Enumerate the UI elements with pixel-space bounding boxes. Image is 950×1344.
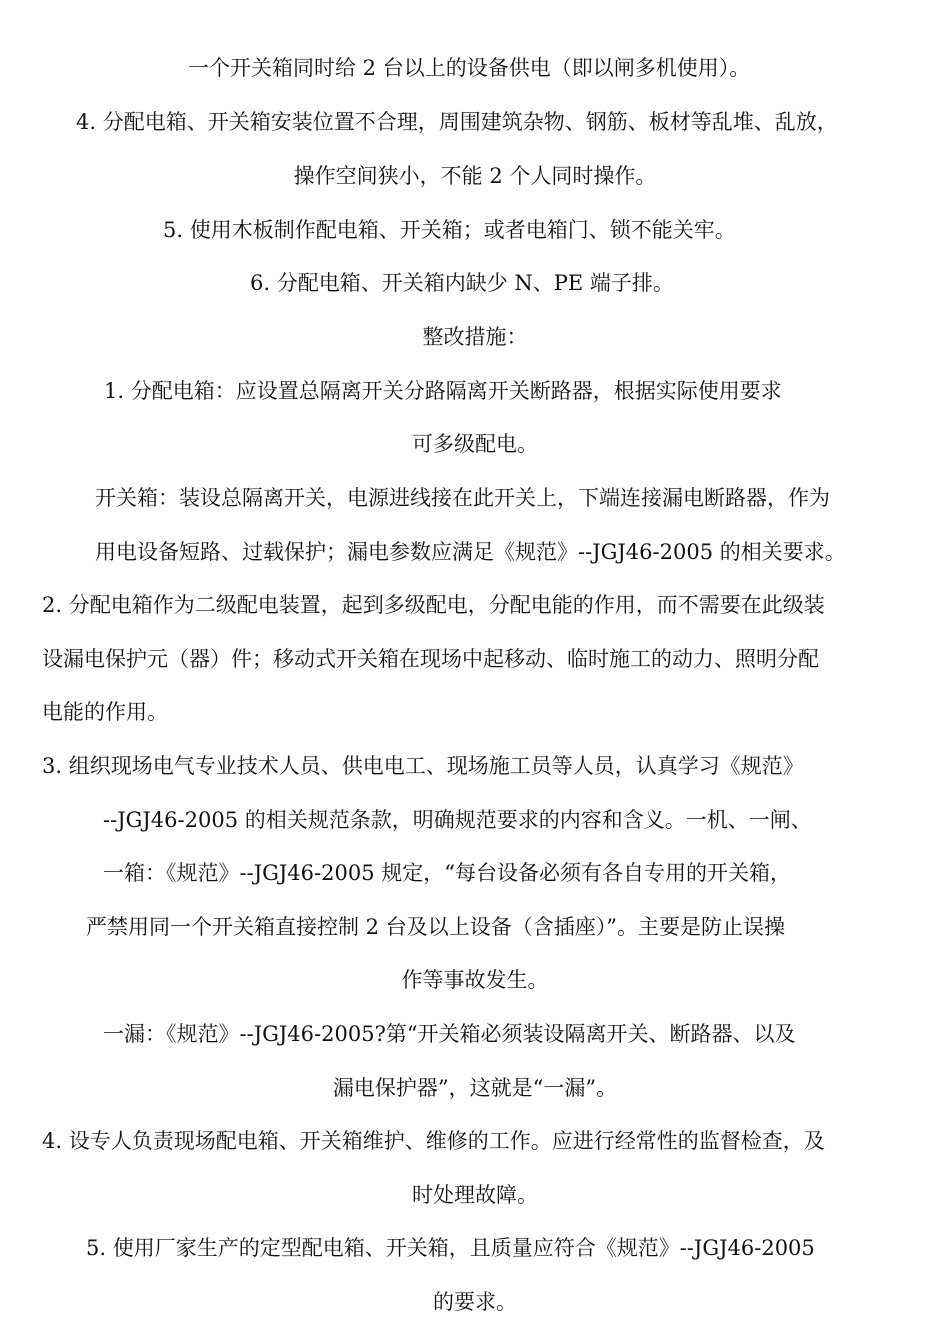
text-line-19: 一漏：《规范》--JGJ46-2005?第“开关箱必须装设隔离开关、断路器、以及 — [103, 1022, 796, 1046]
text-line-4: 5. 使用木板制作配电箱、开关箱；或者电箱门、锁不能关牢。 — [163, 218, 736, 242]
text-line-20: 漏电保护器”，这就是“一漏”。 — [332, 1076, 618, 1100]
text-line-10: 用电设备短路、过载保护；漏电参数应满足《规范》--JGJ46-2005 的相关要求。 — [95, 540, 846, 564]
text-line-1: 一个开关箱同时给 2 台以上的设备供电（即以闸多机使用）。 — [188, 56, 751, 80]
text-line-21: 4. 设专人负责现场配电箱、开关箱维护、维修的工作。应进行经常性的监督检查，及 — [42, 1129, 825, 1153]
text-line-3: 操作空间狭小，不能 2 个人同时操作。 — [293, 164, 657, 188]
text-line-8: 可多级配电。 — [412, 432, 538, 456]
text-line-17: 严禁用同一个开关箱直接控制 2 台及以上设备（含插座）”。主要是防止误操 — [86, 915, 785, 939]
text-line-23: 5. 使用厂家生产的定型配电箱、开关箱，且质量应符合《规范》--JGJ46-2005 — [86, 1236, 815, 1260]
text-line-22: 时处理故障。 — [412, 1183, 538, 1207]
text-line-12: 设漏电保护元（器）件；移动式开关箱在现场中起移动、临时施工的动力、照明分配 — [42, 647, 819, 671]
text-line-14: 3. 组织现场电气专业技术人员、供电电工、现场施工员等人员，认真学习《规范》 — [42, 754, 804, 778]
section-heading: 整改措施： — [422, 325, 528, 349]
text-line-9: 开关箱：装设总隔离开关，电源进线接在此开关上，下端连接漏电断路器，作为 — [95, 486, 830, 510]
text-line-13: 电能的作用。 — [42, 700, 168, 724]
text-line-5: 6. 分配电箱、开关箱内缺少 N、PE 端子排。 — [250, 271, 674, 295]
text-line-24: 的要求。 — [433, 1290, 517, 1314]
text-line-16: 一箱：《规范》--JGJ46-2005 规定，“每台设备必须有各自专用的开关箱， — [103, 861, 791, 885]
text-line-7: 1. 分配电箱：应设置总隔离开关分路隔离开关断路器，根据实际使用要求 — [104, 379, 782, 403]
text-line-11: 2. 分配电箱作为二级配电装置，起到多级配电，分配电能的作用，而不需要在此级装 — [42, 593, 825, 617]
text-line-2: 4. 分配电箱、开关箱安装位置不合理，周围建筑杂物、钢筋、板材等乱堆、乱放， — [76, 110, 838, 134]
text-line-18: 作等事故发生。 — [401, 968, 549, 992]
text-line-15: --JGJ46-2005 的相关规范条款，明确规范要求的内容和含义。一机、一闸、 — [103, 808, 812, 832]
